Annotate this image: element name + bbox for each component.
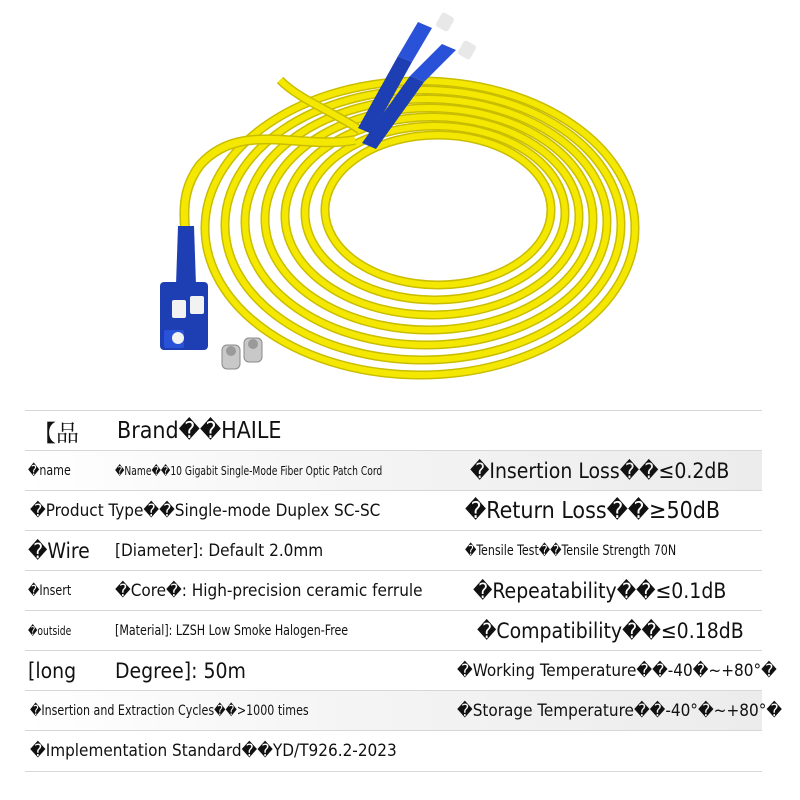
spec-row-length — [25, 650, 777, 691]
name-label: �name — [28, 463, 71, 479]
product-type-spec: �Product Type��Single-mode Duplex SC-SC — [30, 501, 381, 521]
fiber-cable-coil — [184, 80, 635, 375]
length-value: Degree]: 50m — [115, 659, 246, 683]
outside-label: �outside — [28, 624, 72, 638]
storage-temperature-spec: �Storage Temperature��-40°�~+80°� — [457, 701, 783, 721]
sc-connector-bottom-left — [160, 226, 208, 350]
spec-row-outside — [25, 610, 762, 651]
product-photo — [0, 0, 800, 395]
wire-diameter-value: [Diameter]: Default 2.0mm — [115, 541, 324, 561]
tensile-test-spec: �Tensile Test��Tensile Strength 70N — [465, 543, 677, 559]
spec-row-insert — [25, 570, 762, 611]
insertion-cycles-spec: �Insertion and Extraction Cycles��>1000 times — [30, 703, 309, 719]
working-temperature-spec: �Working Temperature��-40�~+80°� — [457, 661, 777, 681]
length-label: [long — [28, 659, 77, 683]
spec-row-product-type — [25, 490, 762, 531]
spec-row-brand — [25, 410, 762, 451]
dust-caps — [222, 338, 262, 369]
insert-core-value: �Core�: High-precision ceramic ferrule — [115, 581, 423, 601]
spec-row-standard — [25, 730, 762, 772]
name-value: �Name��10 Gigabit Single-Mode Fiber Optic Patch Cord — [115, 464, 383, 478]
spec-row-cycles — [25, 690, 783, 731]
wire-label: �Wire — [28, 539, 90, 563]
compatibility-spec: �Compatibility��≤0.18dB — [477, 619, 744, 643]
spec-table — [25, 410, 783, 775]
return-loss-spec: �Return Loss��≥50dB — [465, 498, 721, 524]
insertion-loss-spec: �Insertion Loss��≤0.2dB — [470, 459, 730, 483]
implementation-standard-spec: �Implementation Standard��YD/T926.2-2023 — [30, 741, 397, 761]
spec-row-wire — [25, 530, 762, 571]
spec-row-name — [25, 450, 762, 491]
brand-value: Brand��HAILE — [117, 418, 282, 444]
insert-label: �Insert — [28, 583, 72, 599]
brand-badge: 【品 — [33, 420, 79, 447]
repeatability-spec: �Repeatability��≤0.1dB — [473, 579, 727, 603]
outside-material-value: [Material]: LZSH Low Smoke Halogen-Free — [115, 623, 349, 639]
